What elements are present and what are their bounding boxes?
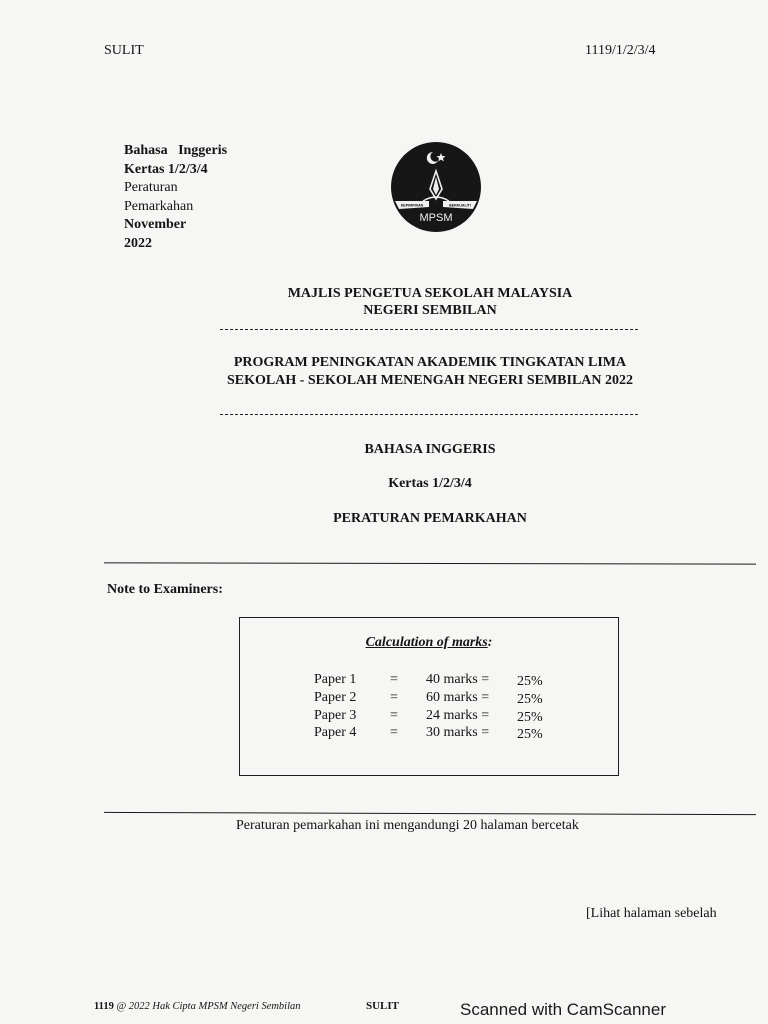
info-doc-type-2: Pemarkahan (124, 198, 194, 214)
info-year: 2022 (124, 235, 152, 251)
note-to-examiners: Note to Examiners: (107, 582, 223, 597)
paper-code: 1119/1/2/3/4 (585, 43, 656, 58)
next-page-note: [Lihat halaman sebelah (586, 906, 717, 921)
logo-name: MPSM (419, 212, 453, 224)
logo-ribbon-left-text: KEPIMPINAN (400, 203, 424, 208)
footer-classification: SULIT (366, 1000, 400, 1012)
dashed-divider-1 (220, 329, 638, 330)
dashed-divider-2 (220, 414, 638, 415)
calculation-box: Calculation of marks: Paper 1 = 40 marks = 25% Paper 2 = 60 marks = 25% Paper 3 = 24 marks = 25% Paper 4 = 30 marks = 25% (239, 617, 619, 776)
subject-title: BAHASA INGGERIS (364, 442, 496, 457)
document-info-block (124, 142, 227, 253)
calculation-title: Calculation of marks: (365, 635, 493, 650)
scanner-watermark: Scanned with CamScanner (460, 1000, 667, 1019)
program-line-1: PROGRAM PENINGKATAN AKADEMIK TINGKATAN LIMA (233, 355, 627, 370)
mpsm-logo (389, 141, 483, 233)
info-subject: Bahasa Inggeris (124, 143, 228, 158)
program-line-2: SEKOLAH - SEKOLAH MENENGAH NEGERI SEMBILAN 2022 (226, 373, 634, 388)
page-count-note: Peraturan pemarkahan ini mengandungi 20 halaman bercetak (236, 818, 579, 833)
horizontal-rule-bottom (104, 812, 756, 815)
info-doc-type-1: Peraturan (124, 180, 178, 195)
paper-title: Kertas 1/2/3/4 (388, 476, 472, 491)
info-month: November (124, 217, 187, 232)
council-line-1: MAJLIS PENGETUA SEKOLAH MALAYSIA (287, 286, 573, 301)
logo-ribbon-right-text: BERKUALITI (449, 203, 471, 208)
horizontal-rule-top (104, 562, 756, 564)
footer-copyright: 1119 @ 2022 Hak Cipta MPSM Negeri Sembilan (94, 1001, 301, 1012)
scheme-title: PERATURAN PEMARKAHAN (333, 511, 527, 526)
classification-label: SULIT (104, 43, 144, 58)
info-paper: Kertas 1/2/3/4 (124, 161, 208, 177)
council-line-2: NEGERI SEMBILAN (363, 303, 497, 318)
